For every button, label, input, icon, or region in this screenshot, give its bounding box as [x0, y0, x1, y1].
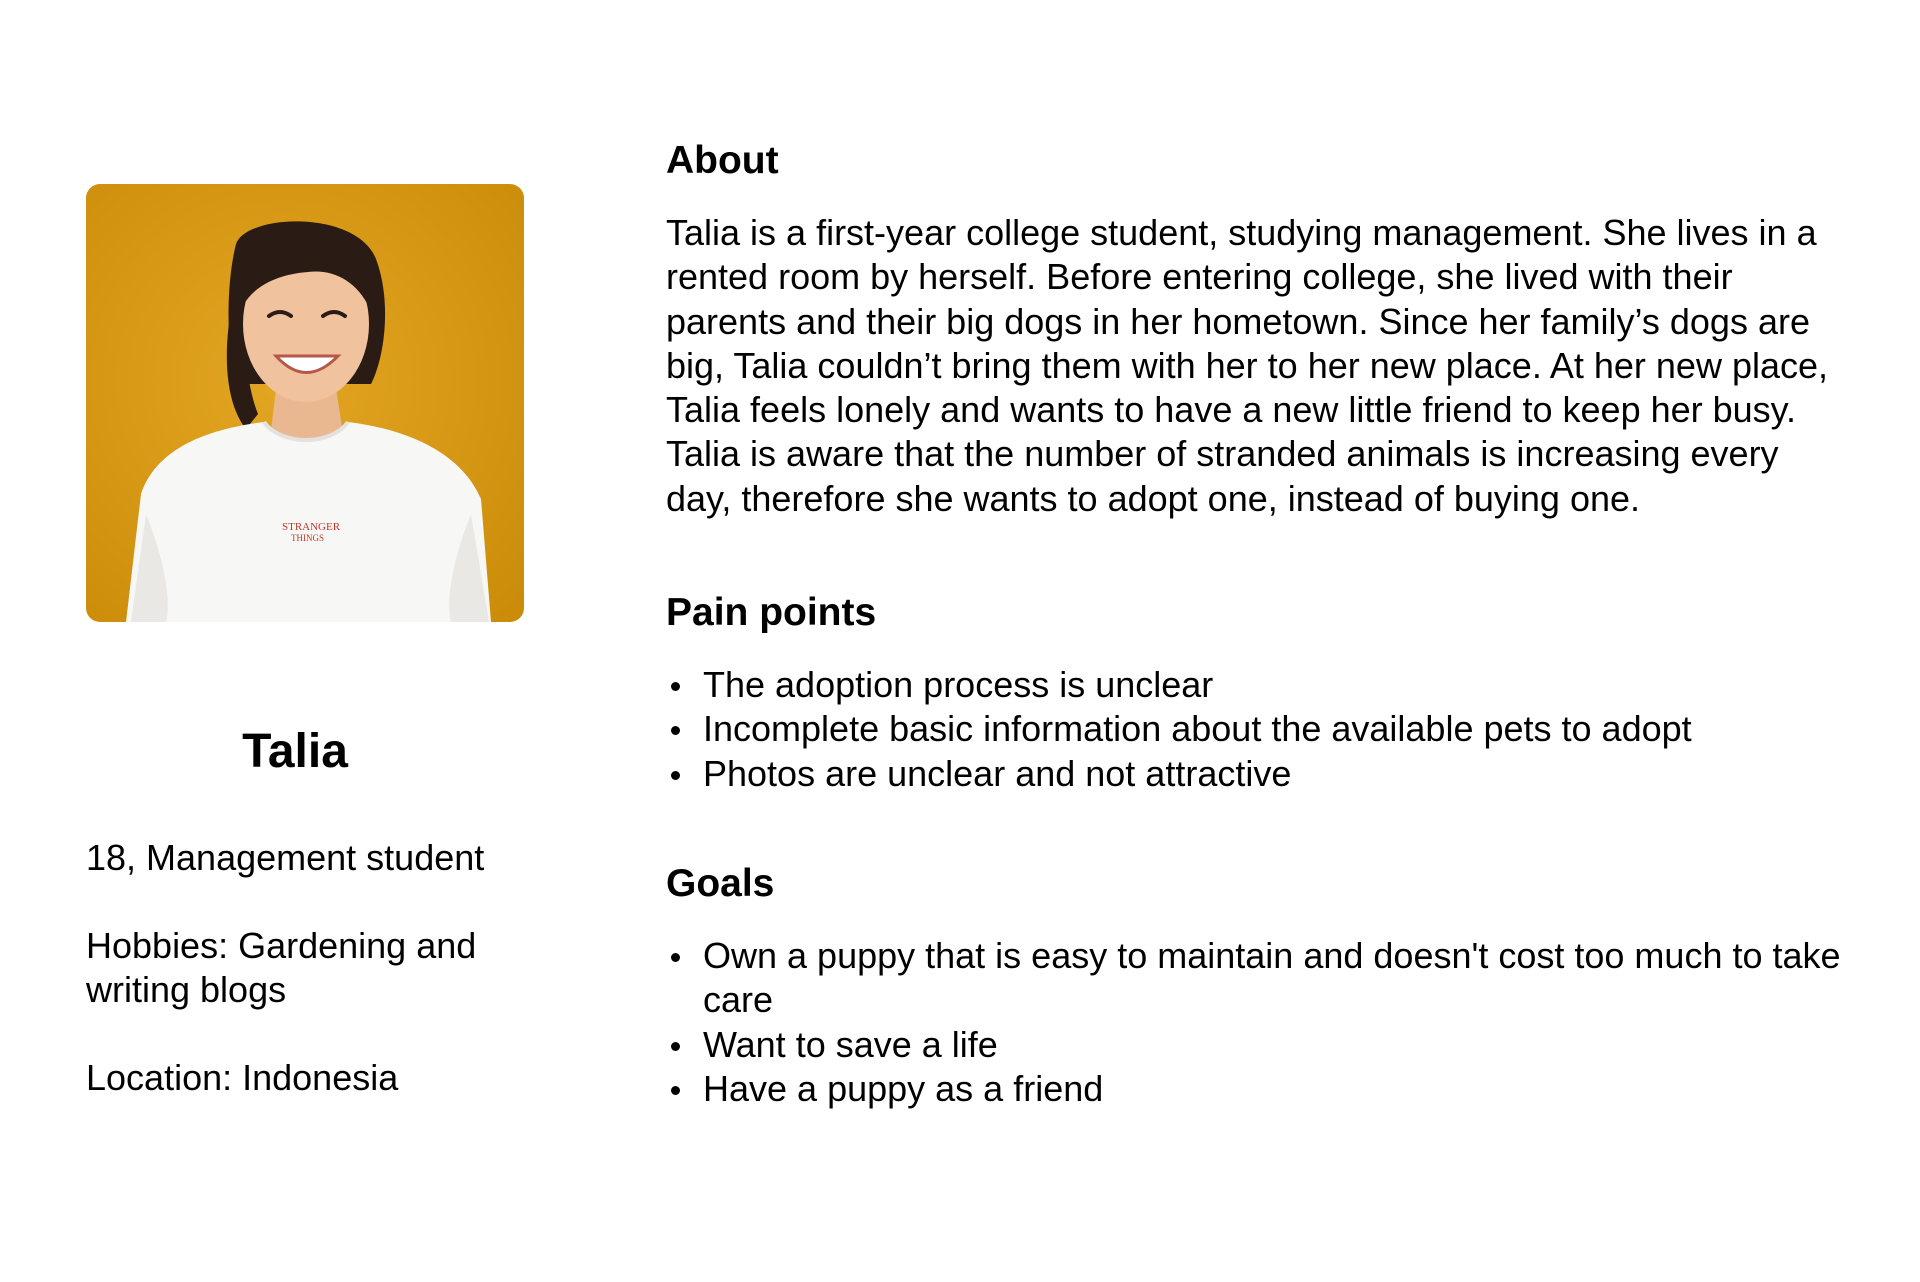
pain-points-section: [666, 585, 1846, 796]
pain-points-list: [666, 663, 1846, 796]
goals-list: [666, 934, 1846, 1111]
bullet-icon: [671, 771, 680, 780]
list-item-text: Have a puppy as a friend: [703, 1067, 1104, 1109]
shirt-print-line-1: STRANGER: [282, 521, 341, 533]
list-item: [666, 752, 1846, 796]
goals-heading: Goals: [666, 861, 775, 905]
bullet-icon: [671, 682, 680, 691]
list-item: [666, 707, 1846, 751]
shirt-print-line-2: THINGS: [291, 533, 324, 543]
list-item-text: Want to save a life: [703, 1023, 998, 1065]
list-item-text: The adoption process is unclear: [703, 664, 1214, 706]
bullet-icon: [671, 953, 680, 962]
persona-facts: [86, 836, 526, 1100]
location: Location: Indonesia: [86, 1057, 399, 1098]
goals-section: [666, 856, 1846, 1111]
hobbies: Hobbies: Gardening and writing blogs: [86, 925, 477, 1010]
list-item: [666, 1067, 1846, 1111]
bullet-icon: [671, 726, 680, 735]
persona-content: [666, 133, 1846, 1111]
list-item-text: Photos are unclear and not attractive: [703, 752, 1292, 794]
age-occupation: 18, Management student: [86, 837, 485, 878]
list-item: [666, 663, 1846, 707]
about-section: [666, 133, 1846, 521]
profile-photo: [86, 184, 524, 622]
about-text: Talia is a first-year college student, studying management. She lives in a rented room by herself. Before entering college, she lived with their parents and their big dogs in her hometown. Since her family’s dogs are big, Talia couldn’t bring them with her to her new place. At her new place, Talia feels lonely and wants to have a new little friend to keep her busy. Talia is aware that the number of stranded animals is increasing every day, therefore she wants to adopt one, instead of buying one.: [666, 212, 1829, 519]
persona-name: Talia: [242, 725, 348, 778]
list-item-text: Own a puppy that is easy to maintain and doesn't cost too much to take care: [703, 934, 1841, 1021]
list-item: [666, 934, 1846, 1023]
about-heading: About: [666, 139, 779, 182]
list-item-text: Incomplete basic information about the available pets to adopt: [703, 708, 1692, 750]
list-item: [666, 1023, 1846, 1067]
pain-points-heading: Pain points: [666, 591, 877, 635]
bullet-icon: [671, 1042, 680, 1051]
bullet-icon: [671, 1086, 680, 1095]
